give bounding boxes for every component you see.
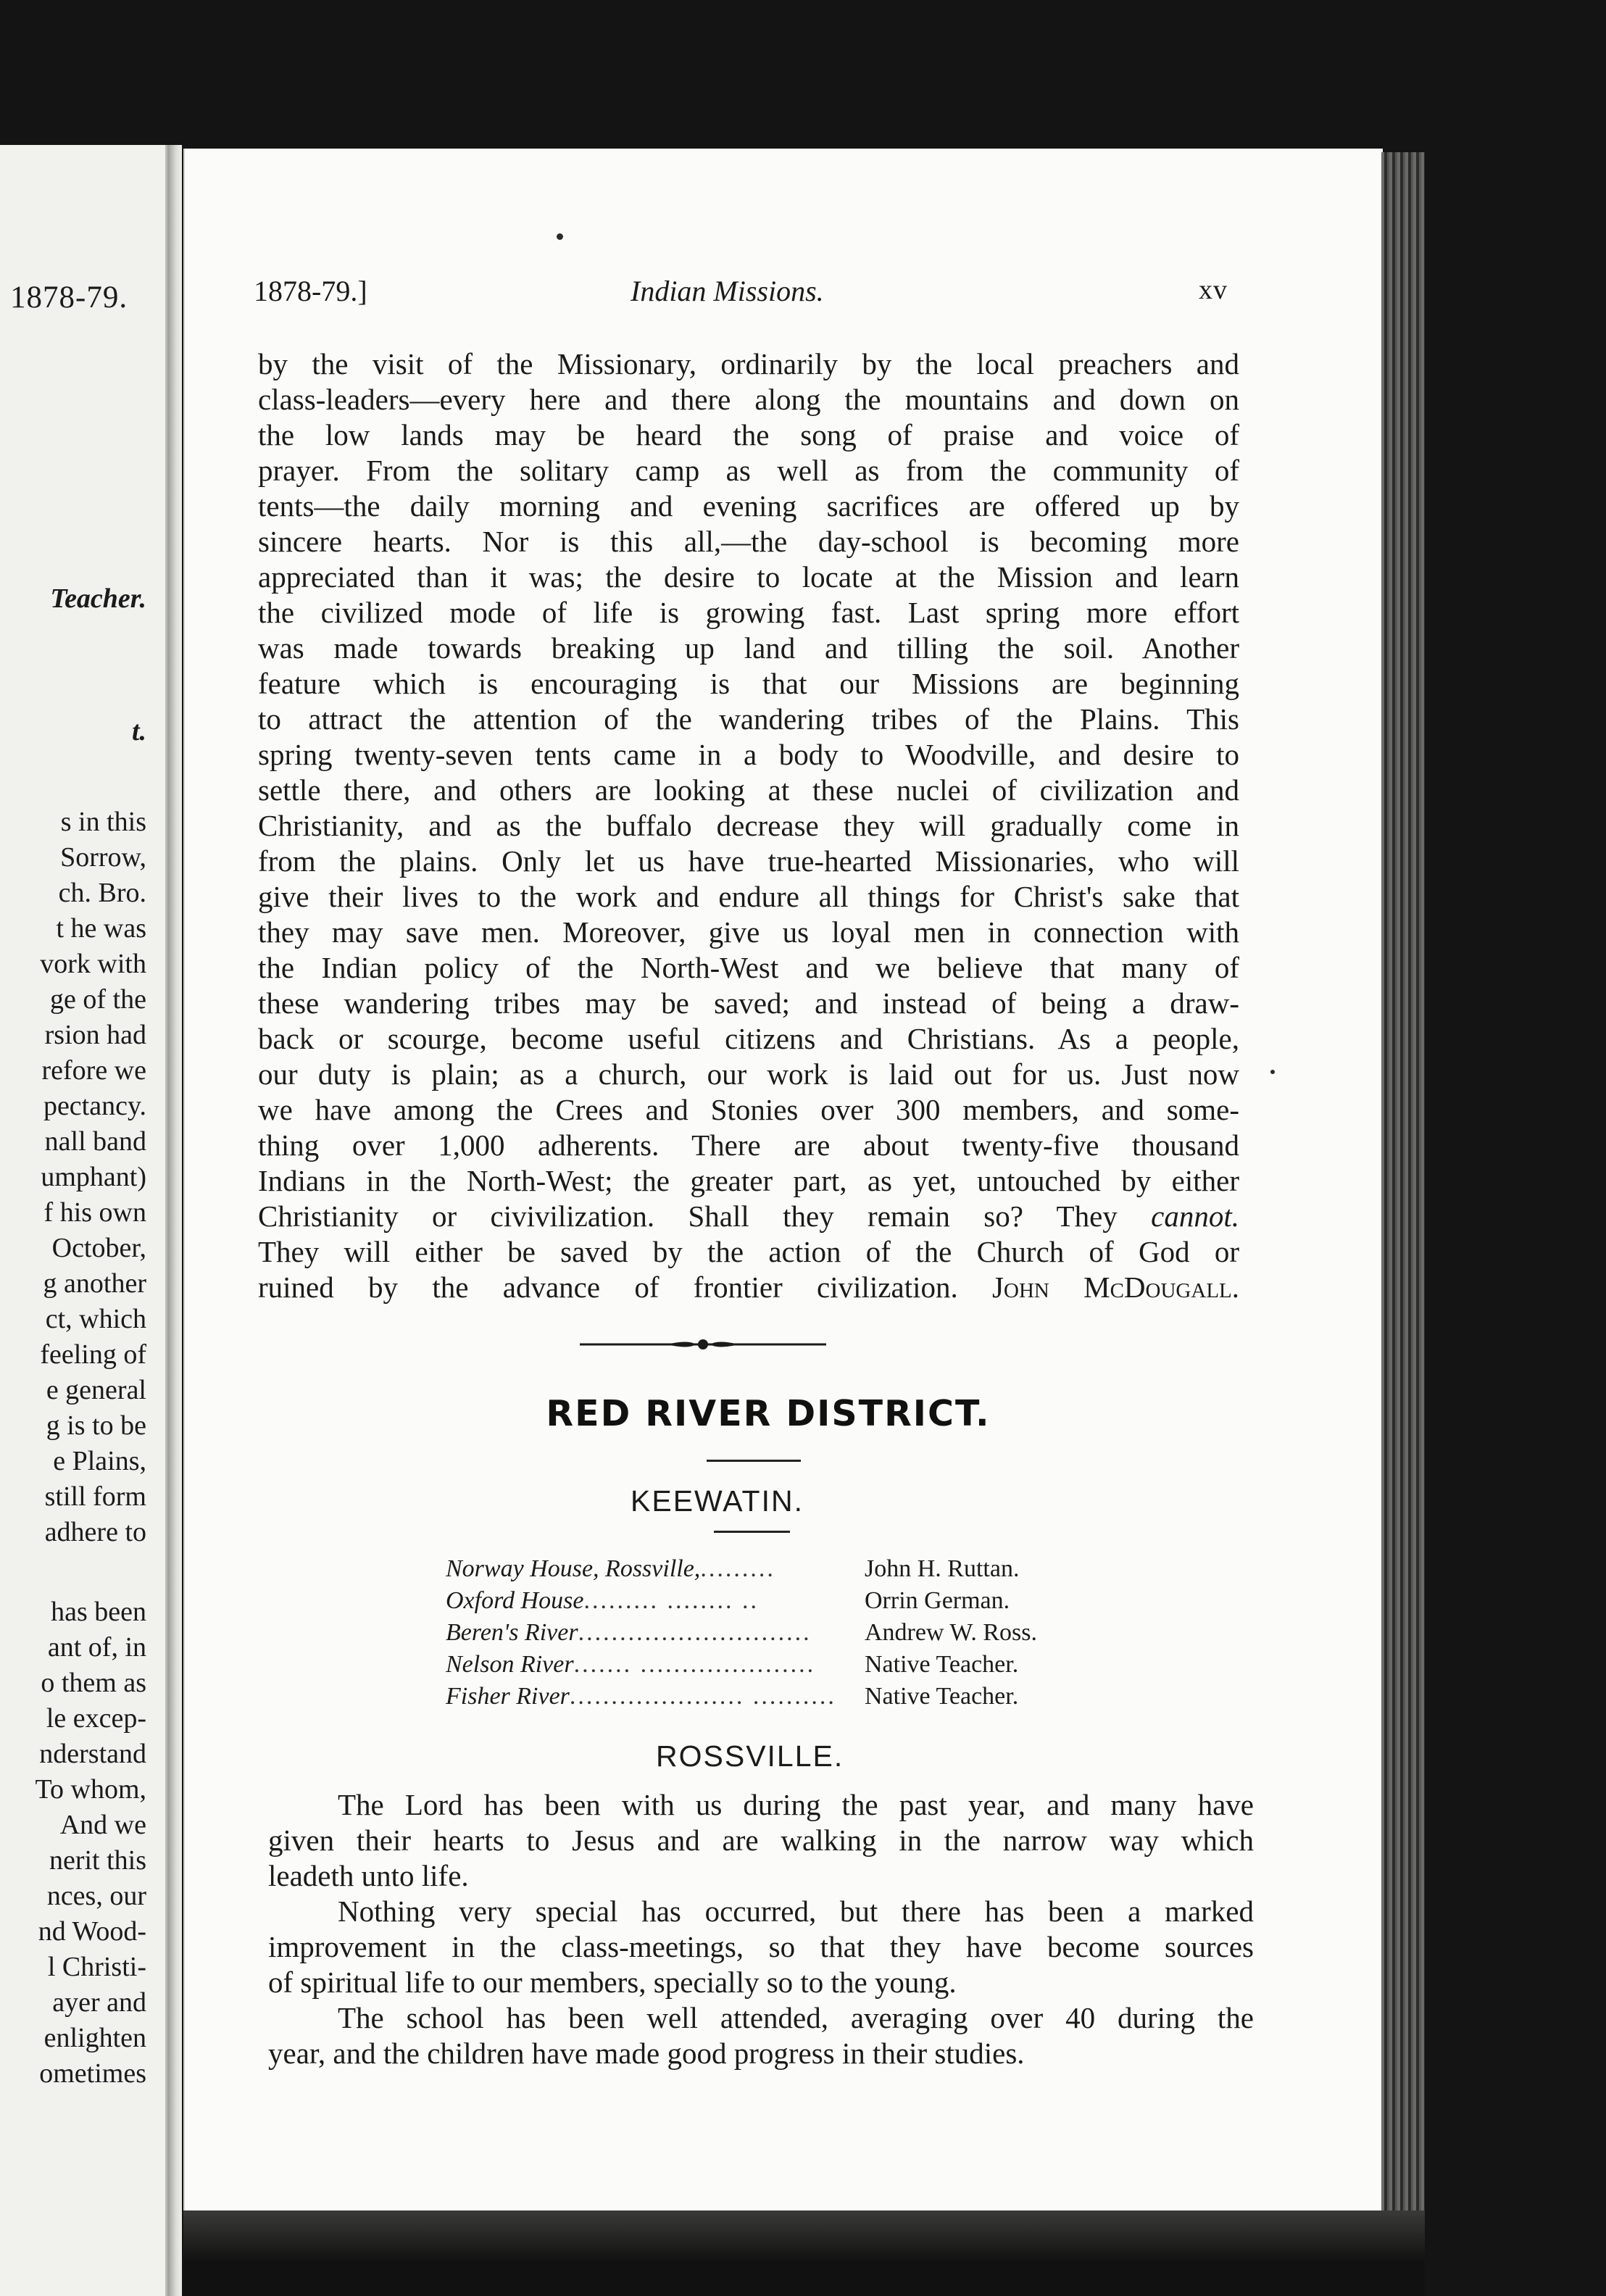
- previous-page-fragment: nd Wood-: [38, 1916, 146, 1947]
- previous-page-fragment: o them as: [41, 1668, 146, 1698]
- previous-page-fragment: Teacher.: [50, 583, 146, 614]
- station-missionary: Native Teacher.: [865, 1651, 1019, 1678]
- body-line: to attract the attention of the wandering tribes of the Plains. This: [258, 702, 1239, 736]
- station-missionary: Native Teacher.: [865, 1683, 1019, 1710]
- body-line: feature which is encouraging is that our Missions are beginning: [258, 667, 1239, 700]
- body-line: settle there, and others are looking at these nuclei of civilization and: [258, 773, 1239, 807]
- previous-page-fragment: ct, which: [45, 1304, 146, 1334]
- station-name: [446, 1649, 837, 1681]
- running-head-title: Indian Missions.: [631, 275, 824, 307]
- previous-page-fragment: umphant): [41, 1162, 146, 1192]
- book-gutter: [167, 145, 182, 2296]
- previous-page-fragment: enlighten: [43, 2023, 146, 2053]
- previous-page-fragment: nall band: [44, 1126, 146, 1157]
- previous-page-fragment: October,: [51, 1233, 146, 1263]
- dot-leader: ....... .....................: [573, 1651, 816, 1678]
- previous-page-fragment: s in this: [60, 807, 146, 837]
- previous-page-fragment: pectancy.: [43, 1091, 146, 1121]
- previous-page-fragment: nderstand: [39, 1739, 146, 1769]
- previous-page-fragment: ometimes: [39, 2058, 146, 2089]
- body-line: Christianity, and as the buffalo decrease they will gradually come in: [258, 809, 1239, 842]
- body-line: class-leaders—every here and there along the mountains and down on: [258, 383, 1239, 416]
- previous-page-fragment: rsion had: [44, 1020, 146, 1050]
- body-line: they may save men. Moreover, give us loyal men in connection with: [258, 915, 1239, 949]
- station-name-text: Fisher River: [446, 1683, 570, 1710]
- previous-page-fragment: ch. Bro.: [58, 878, 146, 908]
- station-name-text: Oxford House: [446, 1587, 584, 1614]
- subdistrict-heading: KEEWATIN.: [631, 1484, 804, 1518]
- previous-page-header: 1878-79.: [10, 280, 128, 315]
- running-head-year: 1878-79.]: [254, 275, 367, 307]
- body-line: [258, 1199, 1239, 1234]
- station-name: [446, 1681, 837, 1713]
- dot-leader: .........: [700, 1555, 775, 1582]
- station-missionary: John H. Ruttan.: [865, 1555, 1020, 1582]
- body-line: give their lives to the work and endure all things for Christ's sake that: [258, 880, 1239, 913]
- rossville-report: [268, 1787, 1254, 2071]
- previous-page-fragment: Sorrow,: [60, 842, 146, 873]
- previous-page-fragment: adhere to: [44, 1517, 146, 1547]
- station-missionary: Andrew W. Ross.: [865, 1619, 1038, 1646]
- previous-page-fragment: le excep-: [46, 1703, 146, 1734]
- previous-page: [0, 145, 167, 2296]
- body-line: we have among the Crees and Stonies over 300 members, and some-: [258, 1093, 1239, 1126]
- previous-page-fragment: And we: [59, 1810, 146, 1840]
- previous-page-fragment: e Plains,: [53, 1446, 146, 1476]
- body-line: [258, 1270, 1239, 1305]
- page-number: xv: [1199, 275, 1228, 305]
- bottom-shadow: [183, 2210, 1425, 2296]
- dot-leader: ..................... ..........: [569, 1683, 836, 1710]
- previous-page-fragment: g another: [43, 1268, 146, 1299]
- print-speck: [557, 233, 563, 240]
- author-signature: John McDougall.: [992, 1270, 1239, 1304]
- body-line: the low lands may be heard the song of praise and voice of: [258, 418, 1239, 452]
- station-name: [446, 1585, 837, 1617]
- body-line: thing over 1,000 adherents. There are about twenty-five thousand: [258, 1128, 1239, 1162]
- body-line: prayer. From the solitary camp as well as from the community of: [258, 454, 1239, 487]
- report-line: of spiritual life to our members, specially so to the young.: [268, 1966, 957, 1999]
- report-line: improvement in the class-meetings, so that they have become sources: [268, 1930, 1254, 1963]
- previous-page-fragment: refore we: [41, 1055, 146, 1086]
- report-line: year, and the children have made good progress in their studies.: [268, 2037, 1025, 2070]
- station-name: [446, 1553, 837, 1585]
- body-line: from the plains. Only let us have true-hearted Missionaries, who will: [258, 844, 1239, 878]
- previous-page-fragment: f his own: [43, 1197, 146, 1228]
- body-line-text: ruined by the advance of frontier civilization.: [258, 1270, 958, 1304]
- heading-rule: [707, 1460, 801, 1462]
- previous-page-fragment: To whom,: [35, 1774, 146, 1805]
- previous-page-fragment: ayer and: [52, 1987, 146, 2018]
- dot-leader: ............................: [578, 1619, 812, 1646]
- previous-page-fragment: vork with: [40, 949, 146, 979]
- body-line: our duty is plain; as a church, our work is laid out for us. Just now: [258, 1057, 1239, 1091]
- heading-rule: [714, 1531, 790, 1533]
- emphasis-word: cannot.: [1151, 1199, 1239, 1233]
- mission-heading: ROSSVILLE.: [656, 1739, 844, 1773]
- previous-page-fragment: t.: [131, 716, 146, 746]
- body-line: appreciated than it was; the desire to locate at the Mission and learn: [258, 560, 1239, 594]
- body-line: Indians in the North-West; the greater part, as yet, untouched by either: [258, 1164, 1239, 1197]
- previous-page-fragment: ge of the: [50, 984, 146, 1015]
- body-line: spring twenty-seven tents came in a body to Woodville, and desire to: [258, 738, 1239, 771]
- report-line: Nothing very special has occurred, but there has been a marked: [338, 1894, 1254, 1928]
- station-name-text: Beren's River: [446, 1619, 578, 1646]
- previous-page-fragment: has been: [51, 1597, 146, 1627]
- body-line: sincere hearts. Nor is this all,—the day-school is becoming more: [258, 525, 1239, 558]
- previous-page-fragment: ant of, in: [47, 1632, 146, 1663]
- body-line: the civilized mode of life is growing fast. Last spring more effort: [258, 596, 1239, 629]
- dot-leader: ......... ........ ..: [583, 1587, 759, 1614]
- previous-page-fragment: nces, our: [46, 1881, 146, 1911]
- previous-page-fragment: g is to be: [46, 1410, 146, 1441]
- previous-page-fragment: feeling of: [40, 1339, 146, 1370]
- district-heading: RED RIVER DISTRICT.: [546, 1393, 991, 1434]
- station-name-text: Norway House, Rossville,: [446, 1555, 701, 1582]
- print-speck: [1270, 1070, 1275, 1074]
- station-name: [446, 1617, 837, 1649]
- previous-page-fragment: nerit this: [49, 1845, 146, 1876]
- report-line: given their hearts to Jesus and are walking in the narrow way which: [268, 1823, 1254, 1857]
- body-line: was made towards breaking up land and tilling the soil. Another: [258, 631, 1239, 665]
- report-line: The school has been well attended, averaging over 40 during the: [338, 2001, 1254, 2034]
- previous-page-fragment: still form: [44, 1481, 146, 1512]
- body-line: back or scourge, become useful citizens and Christians. As a people,: [258, 1022, 1239, 1055]
- section-ornament: [580, 1335, 826, 1354]
- body-line-text: Christianity or civivilization. Shall they remain so? They: [258, 1199, 1152, 1233]
- station-missionary: Orrin German.: [865, 1587, 1010, 1614]
- body-line: They will either be saved by the action of the Church of God or: [258, 1235, 1239, 1268]
- previous-page-fragment: e general: [46, 1375, 146, 1405]
- body-line: these wandering tribes may be saved; and instead of being a draw-: [258, 986, 1239, 1020]
- previous-page-fragment: l Christi-: [47, 1952, 146, 1982]
- body-line: by the visit of the Missionary, ordinarily by the local preachers and: [258, 347, 1239, 380]
- body-line: tents—the daily morning and evening sacrifices are offered up by: [258, 489, 1239, 523]
- report-line: The Lord has been with us during the past year, and many have: [338, 1788, 1254, 1821]
- body-line: the Indian policy of the North-West and we believe that many of: [258, 951, 1239, 984]
- body-lines: [258, 346, 1239, 1199]
- page-edge: [1381, 152, 1425, 2210]
- previous-page-fragment: t he was: [56, 913, 146, 944]
- main-paragraph: [258, 346, 1239, 1305]
- report-line: leadeth unto life.: [268, 1859, 469, 1892]
- station-name-text: Nelson River: [446, 1651, 574, 1678]
